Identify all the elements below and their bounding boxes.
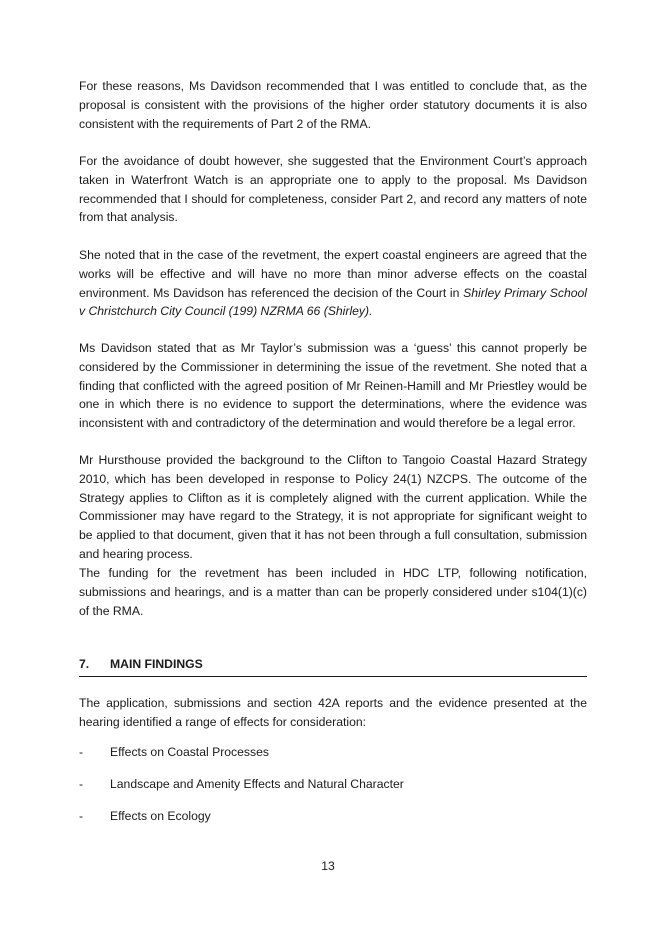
list-item-text: Effects on Coastal Processes [110,745,269,759]
section-heading-main-findings [79,655,587,677]
effects-list [79,743,404,839]
paragraph-part2-conclusion: For these reasons, Ms Davidson recommended that I was entitled to conclude that, as the proposal is consistent with the provisions of the higher order statutory documents it is also consistent with the requirements of Part 2 of the RMA. [79,79,587,131]
paragraph-revetment-text: She noted that in the case of the revetment, the expert coastal engineers are agreed that the works will be effective and will have no more than minor adverse effects on the coastal environment. Ms Davidson has referenced the decision of the Court in [79,248,587,300]
list-item [79,743,404,775]
section-number: 7. [79,657,90,671]
section-title: MAIN FINDINGS [110,657,203,671]
list-item-text: Effects on Ecology [110,809,211,823]
page-number: 13 [321,859,335,873]
case-citation-shirley: Shirley Primary School v Christchurch City Council (199) NZRMA 66 (Shirley). [79,285,587,319]
list-dash: - [79,809,84,823]
paragraph-waterfront-watch: For the avoidance of doubt however, she suggested that the Environment Court’s approach taken in Waterfront Watch is an appropriate one to apply to the proposal. Ms Davidson recommended that I should for completeness, consider Part 2, and record any matters of note from that analysis. [79,154,587,225]
paragraph-revetment-engineers [79,246,587,321]
list-dash: - [79,745,84,759]
list-item [79,775,404,807]
list-item-text: Landscape and Amenity Effects and Natural Character [110,777,404,791]
paragraph-funding: The funding for the revetment has been included in HDC LTP, following notification, submissions and hearings, and is a matter than can be properly considered under s104(1)(c) of the RMA. [79,566,587,618]
paragraph-effects-intro: The application, submissions and section 42A reports and the evidence presented at the hearing identified a range of effects for consideration: [79,696,587,729]
list-item [79,807,404,839]
paragraph-hazard-strategy: Mr Hursthouse provided the background to the Clifton to Tangoio Coastal Hazard Strategy 2010, which has been developed in response to Policy 24(1) NZCPS. The outcome of the Strategy applies to Clifton as it is completely aligned with the current application. While the Commissioner may have regard to the Strategy, it is not appropriate for significant weight to be applied to that document, given that it has not been through a full consultation, submission and hearing process. [79,453,587,561]
list-dash: - [79,777,84,791]
paragraph-taylor-submission: Ms Davidson stated that as Mr Taylor’s submission was a ‘guess’ this cannot properly be considered by the Commissioner in determining the issue of the revetment. She noted that a finding that conflicted with the agreed position of Mr Reinen-Hamill and Mr Priestley would be one in which there is no evidence to support the determinations, where the evidence was inconsistent with and contradictory of the determination and would therefore be a legal error. [79,341,587,431]
